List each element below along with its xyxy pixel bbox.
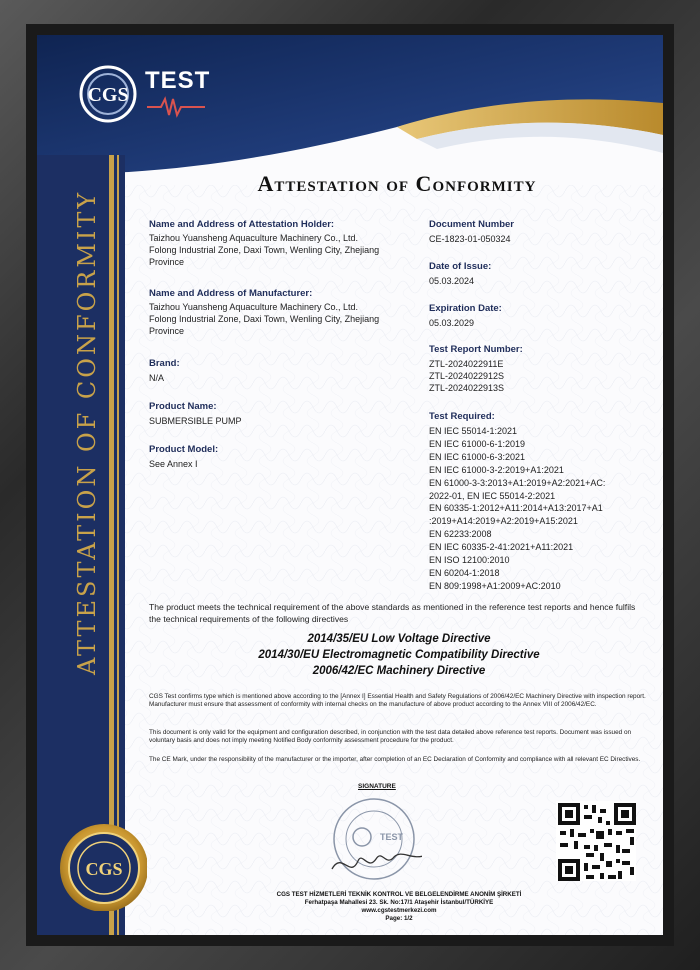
test-required-list (429, 425, 605, 593)
gold-seal-icon (57, 821, 147, 911)
product-model-value: See Annex I (149, 459, 198, 469)
standard-item: EN IEC 61000-6-3:2021 (429, 451, 526, 462)
standard-item: EN 809:1998+A1:2009+AC:2010 (429, 580, 561, 591)
manufacturer-line: Taizhou Yuansheng Aquaculture Machinery Co., Ltd. (149, 302, 358, 312)
standard-item: 2022-01, EN IEC 55014-2:2021 (429, 490, 556, 501)
standard-item: EN IEC 60335-2-41:2021+A11:2021 (429, 542, 574, 553)
conformity-statement: The product meets the technical requirement of the above standards as mentioned in the reference test reports and hence fulfils the technical requirements of the following directives (149, 602, 636, 624)
footer-company: CGS TEST HİZMETLERİ TEKNİK KONTROL VE BELGELENDİRME ANONİM ŞİRKETİ (276, 891, 522, 898)
holder-line: Taizhou Yuansheng Aquaculture Machinery Co., Ltd. (149, 233, 358, 243)
test-report-item: ZTL-2024022913S (429, 383, 505, 393)
standard-item: :2019+A14:2019+A2:2019+A15:2021 (429, 516, 578, 527)
standard-item: EN 61000-3-3:2013+A1:2019+A2:2021+AC: (429, 477, 606, 488)
footer-address: Ferhatpaşa Mahallesi 23. Sk. No:17/1 Ataşehir İstanbul/TÜRKİYE (304, 899, 494, 906)
svg-text:CGS: CGS (87, 84, 129, 106)
holder-label: Name and Address of Attestation Holder: (149, 219, 335, 230)
date-of-issue-label: Date of Issue: (429, 261, 492, 272)
certificate-paper (37, 35, 663, 935)
expiration-date-label: Expiration Date: (429, 303, 502, 314)
standard-item: EN IEC 61000-3-2:2019+A1:2021 (429, 464, 564, 475)
holder-line: Province (149, 257, 185, 267)
test-report-label: Test Report Number: (429, 344, 523, 355)
company-stamp (322, 791, 422, 891)
date-of-issue-value: 05.03.2024 (429, 276, 475, 286)
directive-machinery: 2006/42/EC Machinery Directive (312, 665, 486, 677)
brand-value: N/A (149, 373, 165, 383)
expiration-date-value: 05.03.2029 (429, 318, 475, 328)
certificate-title: Attestation of Conformity (257, 171, 537, 196)
directive-lvd: 2014/35/EU Low Voltage Directive (307, 633, 491, 645)
standard-item: EN 62233:2008 (429, 529, 492, 540)
standard-item: EN IEC 55014-1:2021 (429, 426, 518, 436)
manufacturer-line: Province (149, 326, 185, 336)
standard-item: EN 60335-1:2012+A11:2014+A13:2017+A1 (429, 503, 603, 514)
footer-website: www.cgstestmerkezi.com (361, 907, 437, 914)
fine-print-1: CGS Test confirms type which is mentioned above according to the [Annex I] Essential Health and Safety Regulations of 2006/42/EC Machinery Directive with inspection report. Manufacturer must ensure that assessment of conformity with internal checks on the manufacture of above product according to the Annex VIII of 2006/42/EC. (149, 693, 646, 709)
manufacturer-label: Name and Address of Manufacturer: (149, 288, 313, 299)
document-number-label: Document Number (429, 219, 514, 230)
brand-text: TEST (145, 67, 211, 94)
document-number-value: CE-1823-01-050324 (429, 234, 511, 244)
brand-label: Brand: (149, 358, 180, 369)
product-name-label: Product Name: (149, 401, 217, 412)
qr-code (556, 801, 636, 881)
product-model-label: Product Model: (149, 444, 219, 455)
holder-address (149, 232, 379, 268)
signature-label: SIGNATURE (358, 783, 396, 790)
footer-page: Page: 1/2 (385, 915, 413, 922)
manufacturer-line: Folong Industrial Zone, Daxi Town, Wenling City, Zhejiang (149, 314, 380, 324)
directive-emc: 2014/30/EU Electromagnetic Compatibility Directive (258, 649, 540, 661)
standard-item: EN IEC 61000-6-1:2019 (429, 438, 526, 449)
test-required-label: Test Required: (429, 411, 495, 422)
fine-print-2: This document is only valid for the equipment and configuration described, in conjunction with the test data detailed above reference test reports. Document was issued on voluntary basis and does not imply meeting Notified Body conformity assessment procedure for the product. (149, 729, 632, 745)
svg-text:CGS: CGS (85, 859, 123, 879)
svg-text:TEST: TEST (380, 832, 404, 842)
vertical-side-text: ATTESTATION OF CONFORMITY (73, 189, 101, 675)
standard-item: EN 60204-1:2018 (429, 567, 500, 578)
test-report-item: ZTL-2024022911E (429, 359, 504, 369)
standard-item: EN ISO 12100:2010 (429, 555, 510, 566)
holder-line: Folong Industrial Zone, Daxi Town, Wenling City, Zhejiang (149, 245, 380, 255)
fine-print-3: The CE Mark, under the responsibility of the manufacturer or the importer, after completion of an EC Declaration of Conformity and compliance with all relevant EC Directives. (149, 756, 641, 763)
test-report-item: ZTL-2024022912S (429, 371, 505, 381)
test-report-list (429, 358, 504, 394)
manufacturer-address (149, 301, 379, 337)
product-name-value: SUBMERSIBLE PUMP (149, 416, 242, 426)
